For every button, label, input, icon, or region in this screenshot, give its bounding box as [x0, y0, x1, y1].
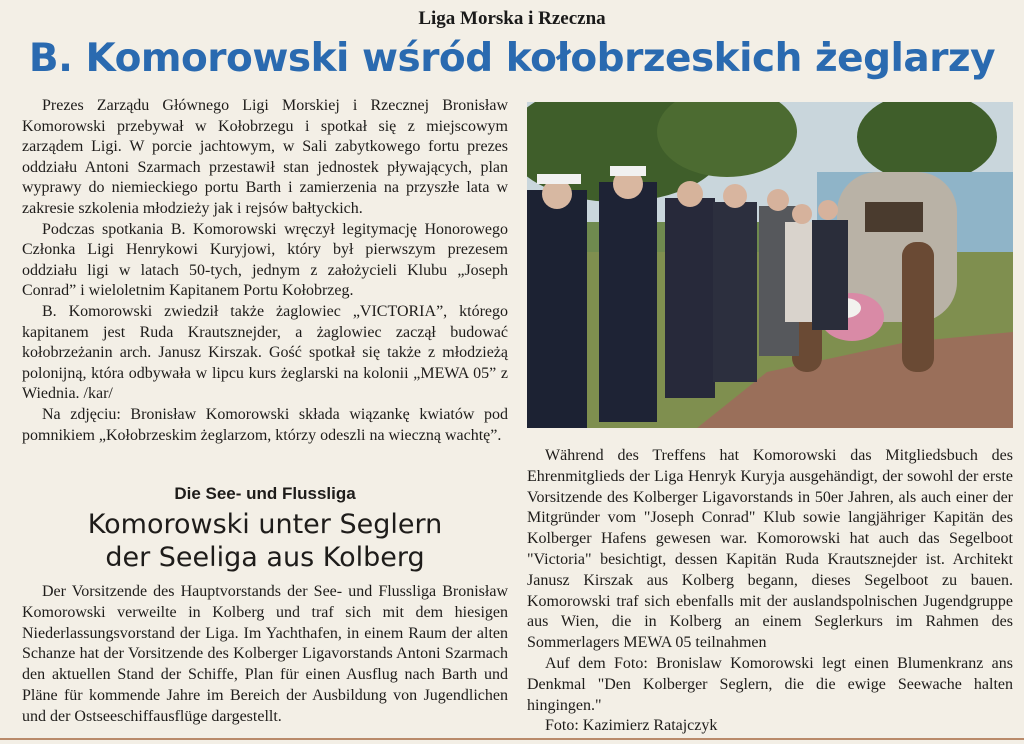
article-headline: B. Komorowski wśród kołobrzeskich żeglarzy [28, 36, 996, 81]
polish-paragraph-1: Prezes Zarządu Głównego Ligi Morskiej i Rzecznej Bronisław Komorowski przebywał w Kołobrzegu i spotkał się z miejscowym zarządem Ligi. W porcie jachtowym, w Sali zabytkowego fortu prezes oddziału Antoni Szarmach przestawił stan jednostek pływających, plan wyprawy do niemieckiego portu Barth i zamierzenia na przyszłe lata w zakresie szkolenia młodzieży jak i rejsów bałtyckich. [22, 97, 508, 217]
german-article-right-column [527, 446, 1013, 737]
german-photo-caption: Auf dem Foto: Bronislaw Komorowski legt einen Blumenkranz ans Denkmal "Den Kolberger Seglern, die die ewige Seewache halten hingingen." [527, 654, 1013, 714]
photo-credit: Foto: Kazimierz Ratajczyk [545, 717, 718, 735]
german-headline-line-1: Komorowski unter Seglern [87, 509, 443, 540]
german-headline [22, 508, 508, 574]
ceremony-photo [527, 102, 1013, 428]
polish-paragraph-3: B. Komorowski zwiedził także żaglowiec „VICTORIA”, którego kapitanem jest Ruda Krautsznejder, a żaglowiec zaczął budować kołobrzeżanin arch. Janusz Kirszak. Gość spotkał się także z młodzieżą polonijną, która odbywała w lipcu kurs żeglarski na kolonii „MEWA 05” z Wiednia. /kar/ [22, 302, 508, 403]
ceremony-photo-illustration [527, 102, 1013, 428]
polish-paragraph-2: Podczas spotkania B. Komorowski wręczył legitymację Honorowego Członka Ligi Henrykowi Kuryjowi, który był pierwszym prezesem oddziału ligi w latach 50-tych, jednym z założycieli Klubu „Joseph Conrad” i wieloletnim Kapitanem Portu Kołobrzeg. [22, 220, 508, 300]
german-paragraph-1: Der Vorsitzende des Hauptvorstands der See- und Flussliga Bronisław Komorowski verweilte in Kolberg und traf sich mit dem hiesigen Niederlassungsvorstand der Liga. Im Yachthafen, in einem Raum der alten Schanze hat der Vorsitzende des Kolberger Ligavorstands Antoni Szarmach den aktuellen Stand der Schiffe, Plan für einen Ausflug nach Barth und Pläne für kommende Jahre im Bereich der Ausbildung von Jugendlichen und der Ostseeschiffausflüge dargestellt. [22, 583, 508, 725]
section-kicker: Liga Morska i Rzeczna [418, 8, 606, 29]
bottom-rule [0, 738, 1024, 740]
polish-photo-caption: Na zdjęciu: Bronisław Komorowski składa wiązankę kwiatów pod pomnikiem „Kołobrzeskim żeglarzom, którzy odeszli na wieczną wachtę”. [22, 405, 508, 444]
german-article-left-column [22, 582, 508, 728]
german-section-kicker: Die See- und Flussliga [174, 484, 356, 503]
polish-article-body [22, 96, 508, 446]
german-headline-line-2: der Seeliga aus Kolberg [105, 542, 425, 573]
german-paragraph-2: Während des Treffens hat Komorowski das Mitgliedsbuch des Ehrenmitglieds der Liga Henryk Kuryja ausgehändigt, der sowohl der erste Vorsitzende des Kolberger Ligavorstands in 50er Jahren, als auch einer der Mitgründer vom "Joseph Conrad" Klub sowie langjähriger Kapitän des Kolberger Hafens gewesen war. Komorowski hat auch das Segelboot "Victoria" besichtigt, dessen Kapitän Ruda Krautsznejder ist. Architekt Janusz Kirszak aus Kolberg begann, dieses Segelboot zu bauen. Komorowski traf sich ebenfalls mit der auslandspolnischen Jugendgruppe aus Wien, die in Kolberg an einem Seglerkurs im Rahmen des Sommerlagers MEWA 05 teilnahmen [527, 447, 1013, 652]
